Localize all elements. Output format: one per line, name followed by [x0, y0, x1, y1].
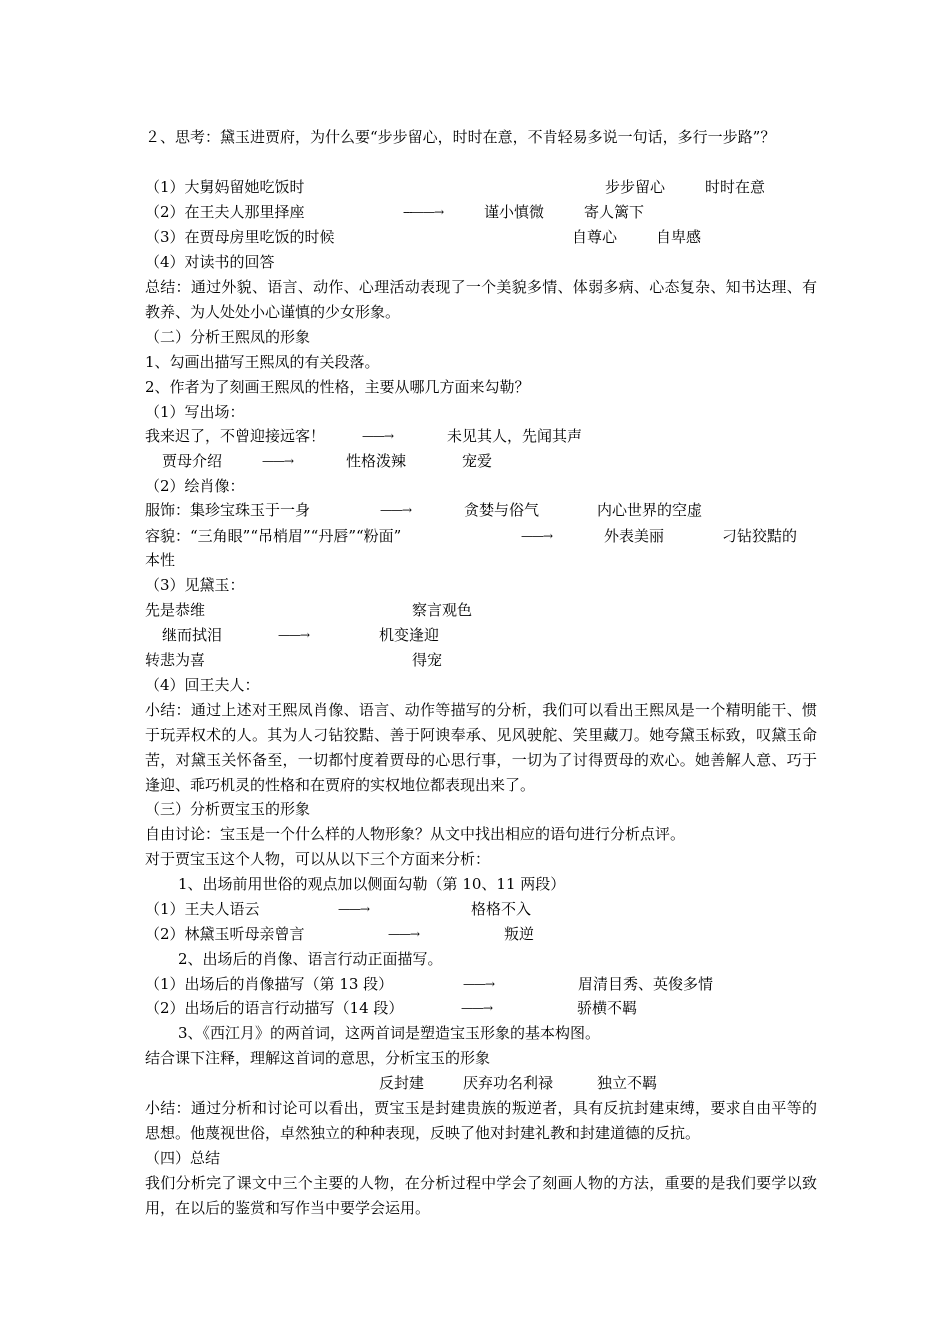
wxf-result: 本性	[145, 551, 176, 569]
wxf-result: 机变逢迎	[379, 626, 440, 644]
wxf-result: 刁钻狡黠的	[722, 527, 798, 545]
bao-aspect-3: 3、《西江月》的两首词，这两首词是塑造宝玉形象的基本构图。	[178, 1024, 601, 1042]
wxf-result: 得宠	[412, 651, 443, 669]
conclusion-text: 我们分析完了课文中三个主要的人物，在分析过程中学会了刻画人物的方法，重要的是我们要学以致用，在以后的鉴赏和写作当中要学会运用。	[145, 1174, 817, 1217]
wxf-result: 贪婪与俗气	[464, 501, 540, 519]
wxf-result: 宠爱	[462, 452, 493, 470]
daiyu-trait: 时时在意	[705, 178, 766, 196]
bao-aspect-2: 2、出场后的肖像、语言行动正面描写。	[178, 950, 443, 968]
bao-item: （2）出场后的语言行动描写（14 段）	[145, 999, 404, 1017]
bao-trait: 独立不羁	[597, 1074, 658, 1092]
arrow-icon: ——→	[463, 977, 495, 991]
daiyu-item-1: （1）大舅妈留她吃饭时	[145, 178, 305, 196]
bao-result: 骄横不羁	[577, 999, 638, 1017]
wxf-quote: 我来迟了，不曾迎接远客！	[145, 427, 326, 445]
bao-item: （1）王夫人语云	[145, 900, 260, 918]
wxf-point-title: （1）写出场：	[145, 403, 245, 421]
arrow-icon: ——→	[262, 454, 294, 468]
arrow-icon: ——→	[338, 902, 370, 916]
arrow-icon: ——→	[521, 529, 553, 543]
question-2: ２、思考：黛玉进贾府，为什么要“步步留心，时时在意，不肯轻易多说一句话，多行一步路”？	[145, 128, 776, 146]
wxf-point-title: （2）绘肖像：	[145, 477, 245, 495]
bao-result: 叛逆	[504, 925, 535, 943]
daiyu-item-3: （3）在贾母房里吃饭的时候	[145, 228, 335, 246]
bao-item: （2）林黛玉听母亲曾言	[145, 925, 305, 943]
bao-summary: 小结：通过分析和讨论可以看出，贾宝玉是封建贵族的叛逆者，具有反抗封建束缚，要求自由平等的思想。他蔑视世俗，卓然独立的种种表现，反映了他对封建礼教和封建道德的反抗。	[145, 1099, 817, 1142]
arrow-icon: ——→	[362, 429, 394, 443]
daiyu-trait: 自尊心	[572, 228, 618, 246]
wxf-step-1: 1、勾画出描写王熙凤的有关段落。	[145, 353, 380, 371]
daiyu-trait: 谨小慎微	[484, 203, 545, 221]
bao-item: （1）出场后的肖像描写（第 13 段）	[145, 975, 394, 993]
wxf-item: 先是恭维	[145, 601, 206, 619]
bao-result: 眉清目秀、英俊多情	[578, 975, 714, 993]
daiyu-trait: 寄人篱下	[584, 203, 645, 221]
wxf-item: 转悲为喜	[145, 651, 206, 669]
bao-result: 格格不入	[471, 900, 532, 918]
wxf-item: 贾母介绍	[162, 452, 223, 470]
bao-note: 结合课下注释，理解这首词的意思，分析宝玉的形象	[145, 1049, 491, 1067]
arrow-icon: ——→	[388, 927, 420, 941]
daiyu-summary: 总结：通过外貌、语言、动作、心理活动表现了一个美貌多情、体弱多病、心态复杂、知书达理、有教养、为人处处小心谨慎的少女形象。	[145, 278, 817, 321]
wxf-result: 未见其人，先闻其声	[447, 427, 583, 445]
wxf-item: 服饰：集珍宝珠玉于一身	[145, 501, 311, 519]
arrow-icon: ——→	[278, 628, 310, 642]
arrow-icon: ——→	[461, 1001, 493, 1015]
wxf-result: 外表美丽	[604, 527, 665, 545]
wxf-point-title: （4）回王夫人：	[145, 676, 260, 694]
bao-trait: 厌弃功名利禄	[463, 1074, 554, 1092]
bao-aspect-1: 1、出场前用世俗的观点加以侧面勾勒（第 10、11 两段）	[178, 875, 566, 893]
wxf-point-title: （3）见黛玉：	[145, 576, 245, 594]
section-heading: （二）分析王熙凤的形象	[145, 328, 311, 346]
daiyu-trait: 步步留心	[605, 178, 666, 196]
bao-intro: 对于贾宝玉这个人物，可以从以下三个方面来分析：	[145, 850, 491, 868]
section-heading: （四）总结	[145, 1149, 221, 1167]
wxf-result: 察言观色	[412, 601, 473, 619]
daiyu-item-2: （2）在王夫人那里择座	[145, 203, 305, 221]
arrow-icon: ---——→	[403, 205, 444, 219]
wxf-item: 继而拭泪	[162, 626, 223, 644]
bao-trait: 反封建	[379, 1074, 425, 1092]
wxf-step-2: 2、作者为了刻画王熙凤的性格，主要从哪几方面来勾勒？	[145, 378, 530, 396]
wxf-result: 内心世界的空虚	[597, 501, 703, 519]
wxf-result: 性格泼辣	[346, 452, 407, 470]
bao-discussion: 自由讨论：宝玉是一个什么样的人物形象？从文中找出相应的语句进行分析点评。	[145, 825, 686, 843]
wxf-item: 容貌：“三角眼”“吊梢眉”“丹唇”“粉面”	[145, 527, 402, 545]
section-heading: （三）分析贾宝玉的形象	[145, 800, 311, 818]
daiyu-item-4: （4）对读书的回答	[145, 253, 275, 271]
daiyu-trait: 自卑感	[656, 228, 702, 246]
wxf-summary: 小结：通过上述对王熙凤肖像、语言、动作等描写的分析，我们可以看出王熙凤是一个精明能干、惯于玩弄权术的人。其为人刁钻狡黠、善于阿谀奉承、见风驶舵、笑里藏刀。她夸黛玉标致，叹黛玉命苦，对黛玉关怀备至，一切都忖度着贾母的心思行事，一切为了讨得贾母的欢心。她善解人意、巧于逢迎、乖巧机灵的性格和在贾府的实权地位都表现出来了。	[145, 701, 817, 794]
arrow-icon: ——→	[380, 503, 412, 517]
